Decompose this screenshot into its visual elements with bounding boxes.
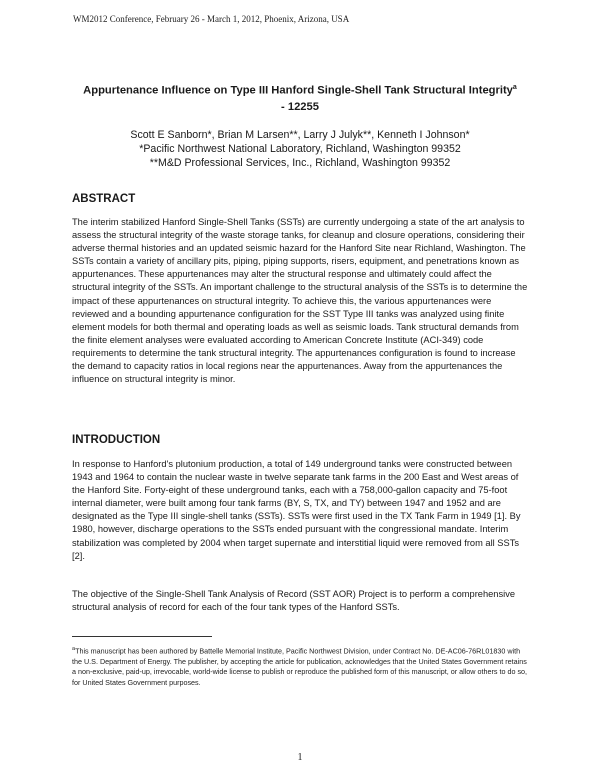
paper-title-main: Appurtenance Influence on Type III Hanford Single-Shell Tank Structural Integrity (83, 84, 513, 97)
footnote-mark: a (72, 646, 76, 652)
footnote-text: This manuscript has been authored by Battelle Memorial Institute, Pacific Northwest Division, under Contract No. DE-AC06-76RL01830 with the U.S. Department of Energy. The publisher, by accepting the article for publication, acknowledges that the United States Government retains a non-exclusive, paid-up, irrevocable, world-wide license to publish or reproduce the published form of this manuscript, or allow others to do so, for United States Government purposes. (72, 646, 528, 687)
paper-number: - 12255 (281, 100, 319, 113)
affiliation-2: **M&D Professional Services, Inc., Richland, Washington 99352 (149, 157, 451, 169)
abstract-heading: ABSTRACT (72, 193, 136, 205)
footnote (72, 644, 530, 688)
introduction-heading: INTRODUCTION (72, 434, 161, 446)
title-footnote-mark: a (512, 84, 517, 91)
conference-header: WM2012 Conference, February 26 - March 1, 2012, Phoenix, Arizona, USA (73, 14, 350, 24)
introduction-paragraph-2: The objective of the Single-Shell Tank Analysis of Record (SST AOR) Project is to perform a comprehensive structural analysis of record for each of the four tank types of the Hanford SSTs. (72, 589, 516, 613)
affiliation-1: *Pacific Northwest National Laboratory, Richland, Washington 99352 (139, 143, 461, 155)
introduction-paragraph-1: In response to Hanford's plutonium production, a total of 149 underground tanks were constructed between 1943 and 1964 to contain the nuclear waste in twelve separate tank farms in the 200 East and West areas of the Hanford Site. Forty-eight of these underground tanks, each with a 758,000-gallon capacity and 75-foot internal diameter, were built among four tank farms (BY, S, TX, and TY) between 1947 and 1952 and are designated as the Type III single-shell tanks (SSTs). SSTs were first used in the TX Tank Farm in 1949 [1]. By 1980, however, discharge operations to the SSTs ended pursuant with the congressional mandate. Interim stabilization was completed by 2004 when target supernate and interstitial liquid were removed from all SSTs [2]. (72, 459, 521, 561)
abstract-text: The interim stabilized Hanford Single-Shell Tanks (SSTs) are currently undergoing a state of the art analysis to assess the structural integrity of the waste storage tanks, for cleanup and closure operations, considering their adverse thermal histories and an updated seismic hazard for the Hanford Site near Richland, Washington. The SSTs contain a variety of ancillary pits, piping, piping supports, risers, equipment, and penetrations known as appurtenances. These appurtenances may alter the structural response and ultimately could affect the structural integrity of the SSTs. An important challenge to the structural analysis of the SSTs is to determine the impact of these appurtenances on structural integrity. To achieve this, the various appurtenances were reviewed and a bounding appurtenance configuration for the SST Type III tanks was analyzed using finite element models for both thermal and operating loads as well as seismic loads. Tank structural demands from the finite element analyses were evaluated according to American Concrete Institute (ACI-349) code requirements to determine the tank structural integrity. The appurtenances configuration is found to increase the demand to capacity ratios in local regions near the appurtenances. Away from the appurtenances the influence on structural integrity is minor. (72, 217, 528, 385)
page-number: 1 (297, 752, 303, 763)
footnote-divider (72, 636, 212, 637)
paper-title (60, 80, 540, 115)
author-names: Scott E Sanborn*, Brian M Larsen**, Larry J Julyk**, Kenneth I Johnson* (130, 129, 470, 141)
author-block (60, 128, 540, 170)
